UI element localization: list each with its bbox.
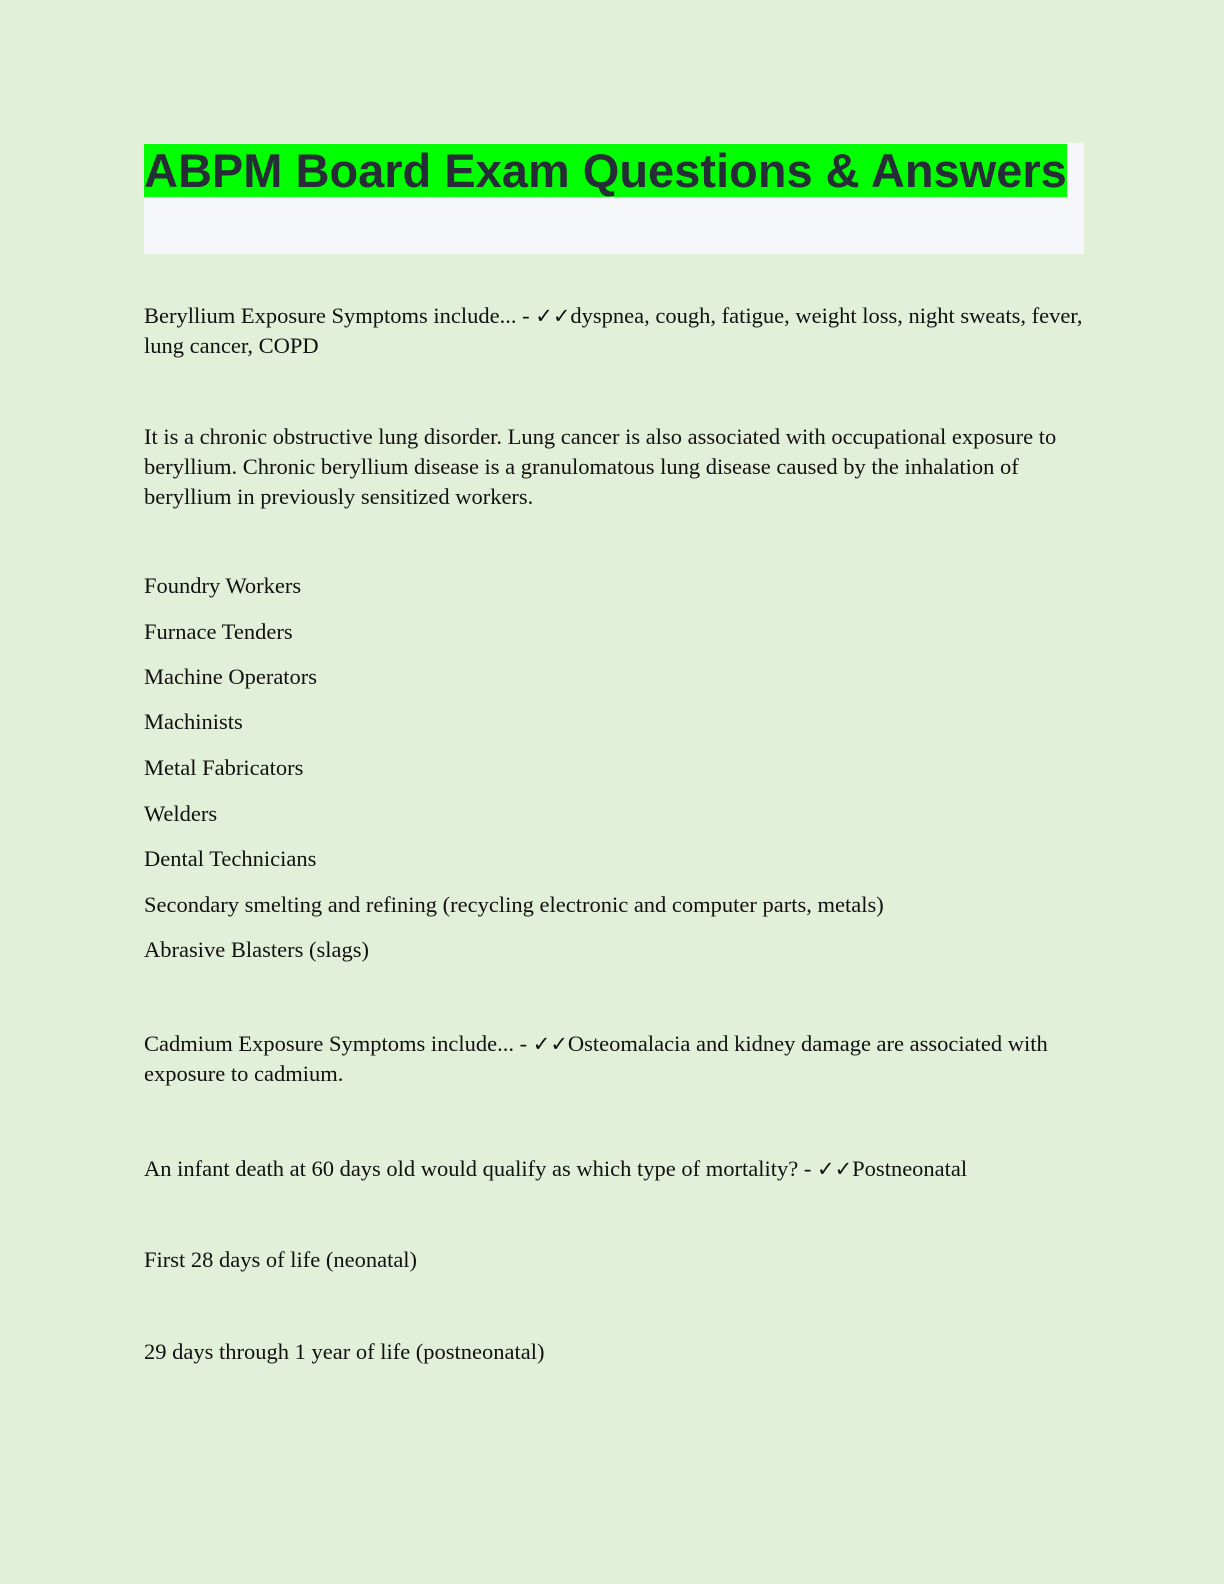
list-item: Welders — [144, 801, 218, 826]
beryllium-qa — [144, 301, 1084, 361]
title-banner — [144, 143, 1084, 254]
checkmark-icon: ✓✓ — [532, 1032, 568, 1056]
list-item: Furnace Tenders — [144, 619, 293, 644]
list-item: Secondary smelting and refining (recycling electronic and computer parts, metals) — [144, 892, 884, 917]
infant-answer: Postneonatal — [852, 1156, 968, 1181]
list-item: Metal Fabricators — [144, 755, 304, 780]
beryllium-question: Beryllium Exposure Symptoms include... - — [144, 303, 530, 328]
infant-qa — [144, 1154, 1084, 1184]
list-item: Machinists — [144, 709, 243, 734]
page-title-text: ABPM Board Exam Questions & Answers — [144, 144, 1067, 197]
cadmium-answer: Osteomalacia and kidney damage are associated with exposure to cadmium. — [144, 1031, 1048, 1086]
checkmark-icon: ✓✓ — [535, 304, 571, 328]
cadmium-qa — [144, 1029, 1084, 1089]
checkmark-icon: ✓✓ — [816, 1157, 853, 1181]
cadmium-question: Cadmium Exposure Symptoms include... - — [144, 1031, 528, 1056]
beryllium-answer: dyspnea, cough, fatigue, weight loss, night sweats, fever, lung cancer, COPD — [144, 303, 1083, 358]
infant-question: An infant death at 60 days old would qualify as which type of mortality? - — [144, 1156, 812, 1181]
beryllium-explanation: It is a chronic obstructive lung disorder. Lung cancer is also associated with occupational exposure to beryllium. Chronic beryllium disease is a granulomatous lung disease caused by the inhalation of beryllium in previously sensitized workers. — [144, 424, 1057, 509]
list-item: Foundry Workers — [144, 573, 302, 598]
neonatal-note: First 28 days of life (neonatal) — [144, 1247, 418, 1272]
list-item: Machine Operators — [144, 664, 318, 689]
page-title — [144, 143, 1084, 198]
document-page — [144, 143, 1084, 1364]
list-item: Abrasive Blasters (slags) — [144, 937, 369, 962]
postneonatal-note: 29 days through 1 year of life (postneonatal) — [144, 1339, 545, 1364]
list-item: Dental Technicians — [144, 846, 317, 871]
